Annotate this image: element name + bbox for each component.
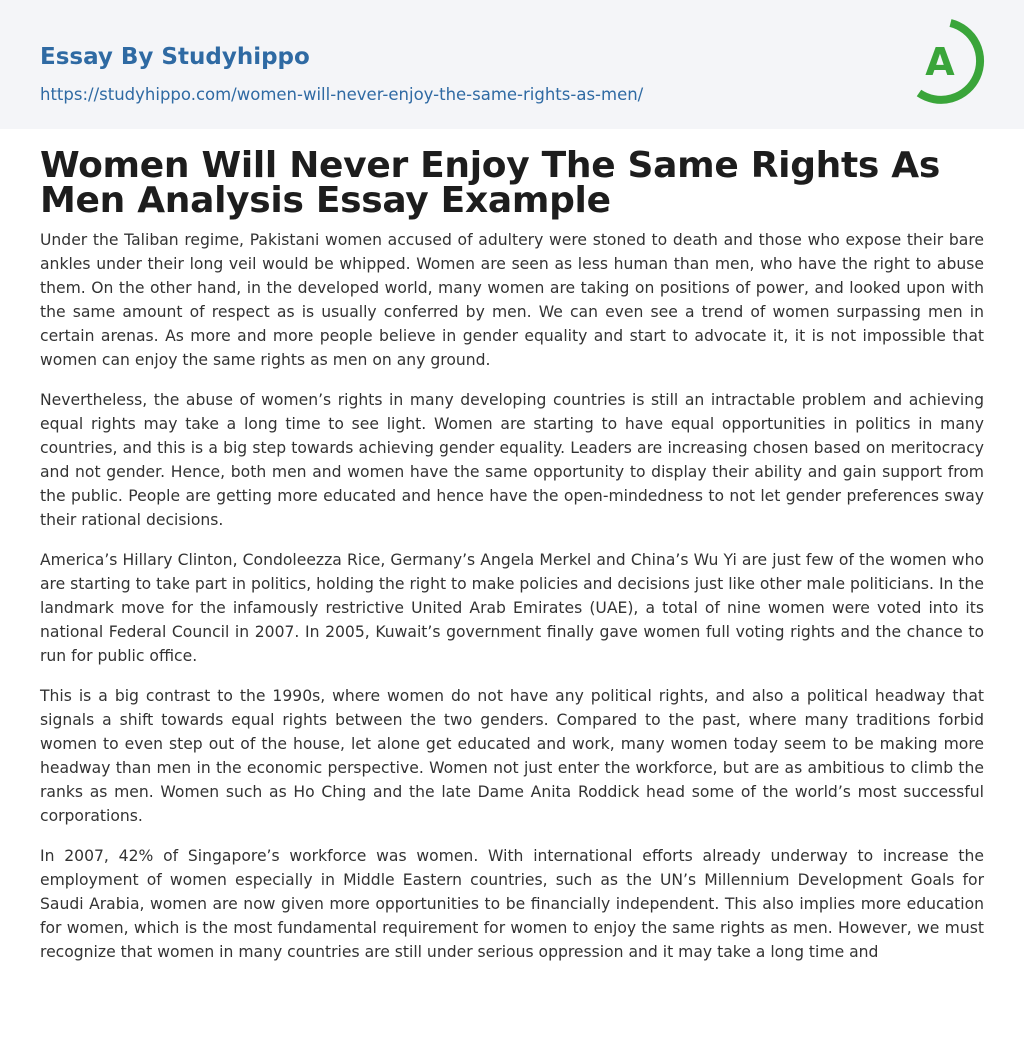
article [40, 145, 984, 980]
source-url-link[interactable]: https://studyhippo.com/women-will-never-enjoy-the-same-rights-as-men/ [40, 85, 644, 104]
paragraph-2: Nevertheless, the abuse of women’s rights in many developing countries is still an intractable problem and achieving equal rights may take a long time to see light. Women are starting to have equal opportunities in politics in many countries, and this is a big step towards achieving gender equality. Leaders are increasing chosen based on meritocracy and not gender. Hence, both men and women have the same opportunity to display their ability and gain support from the public. People are getting more educated and hence have the open-mindedness to not let gender preferences sway their rational decisions. [40, 391, 984, 529]
paragraph-1: Under the Taliban regime, Pakistani women accused of adultery were stoned to death and those who expose their bare ankles under their long veil would be whipped. Women are seen as less human than men, who have the right to abuse them. On the other hand, in the developed world, many women are taking on positions of power, and looked upon with the same amount of respect as is usually conferred by men. We can even see a trend of women surpassing men in certain arenas. As more and more people believe in gender equality and start to advocate it, it is not impossible that women can enjoy the same rights as men on any ground. [40, 231, 984, 369]
paragraph-5: In 2007, 42% of Singapore’s workforce was women. With international efforts already underway to increase the employment of women especially in Middle Eastern countries, such as the UN’s Millennium Development Goals for Saudi Arabia, women are now given more opportunities to be financially independent. This also implies more education for women, which is the most fundamental requirement for women to enjoy the same rights as men. However, we must recognize that women in many countries are still under serious oppression and it may take a long time and [40, 847, 984, 961]
brand-title[interactable]: Essay By Studyhippo [40, 44, 310, 70]
page-title: Women Will Never Enjoy The Same Rights As Men Analysis Essay Example [40, 145, 940, 221]
logo-letter: A [925, 40, 955, 84]
studyhippo-logo-icon[interactable] [912, 19, 986, 105]
site-header [0, 0, 1024, 129]
paragraph-3: America’s Hillary Clinton, Condoleezza Rice, Germany’s Angela Merkel and China’s Wu Yi are just few of the women who are starting to take part in politics, holding the right to make policies and decisions just like other male politicians. In the landmark move for the infamously restrictive United Arab Emirates (UAE), a total of nine women were voted into its national Federal Council in 2007. In 2005, Kuwait’s government finally gave women full voting rights and the chance to run for public office. [40, 551, 984, 665]
paragraph-4: This is a big contrast to the 1990s, where women do not have any political rights, and also a political headway that signals a shift towards equal rights between the two genders. Compared to the past, where many traditions forbid women to even step out of the house, let alone get educated and work, many women today seem to be making more headway than men in the economic perspective. Women not just enter the workforce, but are as ambitious to climb the ranks as men. Women such as Ho Ching and the late Dame Anita Roddick head some of the world’s most successful corporations. [40, 687, 984, 825]
